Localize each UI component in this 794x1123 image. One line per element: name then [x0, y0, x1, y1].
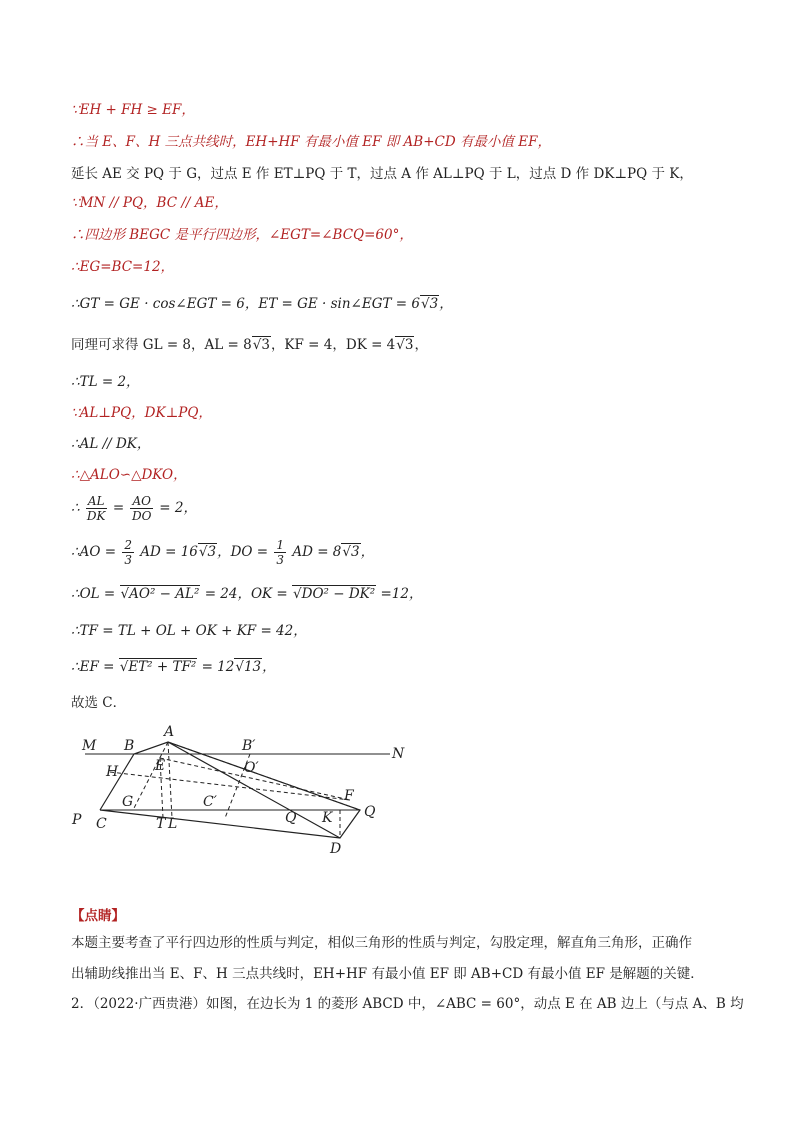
- line-3: 延长 AE 交 PQ 于 G，过点 E 作 ET⊥PQ 于 T，过点 A 作 AL⊥PQ 于 L，过点 D 作 DK⊥PQ 于 K，: [71, 166, 693, 182]
- line-15: ∴OL = √AO² − AL² = 24，OK = √DO² − DK² =12，: [71, 586, 423, 602]
- line-18: 故选 C．: [71, 695, 127, 711]
- label-H: H: [106, 764, 119, 780]
- line-1: ∵EH + FH ≥ EF，: [71, 102, 195, 118]
- label-Q: Q: [285, 810, 297, 826]
- line-2: ∴当 E、F、H 三点共线时，EH+HF 有最小值 EF 即 AB+CD 有最小值 EF，: [71, 134, 551, 150]
- line-6: ∴EG=BC=12，: [71, 259, 175, 275]
- label-A: A: [164, 724, 175, 740]
- label-T: T: [156, 816, 166, 832]
- line-10: ∵AL⊥PQ，DK⊥PQ，: [71, 405, 212, 421]
- label-K: K: [322, 810, 333, 826]
- label-G: G: [122, 794, 134, 810]
- label-M: M: [82, 738, 97, 754]
- line-16: ∴TF = TL + OL + OK + KF = 42，: [71, 623, 307, 639]
- next-question: 2．（2022·广西贵港）如图，在边长为 1 的菱形 ABCD 中，∠ABC = 60°，动点 E 在 AB 边上（与点 A、B 均: [71, 996, 744, 1012]
- line-7: ∴GT = GE · cos∠EGT = 6，ET = GE · sin∠EGT = 6√3，: [71, 296, 453, 312]
- line-11: ∴AL // DK，: [71, 436, 151, 452]
- line-14: ∴AO = $\frac{2}{3}$ AD = 16√3，DO = $\frac{1}{3}$ AD = 8√3，: [71, 538, 375, 567]
- label-N: N: [392, 746, 405, 762]
- comment-heading: 【点睛】: [71, 908, 125, 924]
- line-5: ∴四边形 BEGC 是平行四边形，∠EGT=∠BCQ=60°，: [71, 227, 413, 243]
- label-L: L: [168, 816, 178, 832]
- line-4: ∵MN // PQ，BC // AE，: [71, 195, 228, 211]
- comment-line-1: 本题主要考查了平行四边形的性质与判定，相似三角形的性质与判定，勾股定理，解直角三角形，正确作: [71, 935, 692, 951]
- label-D: D: [330, 841, 342, 857]
- label-F: F: [344, 788, 354, 804]
- label-B: B: [124, 738, 135, 754]
- label-Bp: B′: [242, 738, 256, 754]
- line-12: ∴△ALO∽△DKO，: [71, 467, 187, 483]
- line-13: ∴ $\frac{AL}{DK}$ = $\frac{AO}{DO}$ = 2，: [71, 494, 197, 523]
- label-C: C: [96, 816, 107, 832]
- line-8: 同理可求得 GL = 8，AL = 8√3，KF = 4，DK = 4√3，: [71, 337, 428, 353]
- line-9: ∴TL = 2，: [71, 374, 140, 390]
- label-P: P: [72, 812, 82, 828]
- comment-line-2: 出辅助线推出当 E、F、H 三点共线时，EH+HF 有最小值 EF 即 AB+CD 有最小值 EF 是解题的关键．: [71, 966, 704, 982]
- main-shape: [100, 742, 360, 838]
- label-Q2: Q: [364, 804, 376, 820]
- label-Op: O′: [244, 760, 259, 776]
- dash-AL: [168, 742, 172, 818]
- label-E: E: [155, 758, 166, 774]
- line-AD: [168, 742, 340, 838]
- label-Cp: C′: [203, 794, 217, 810]
- geometry-figure: [60, 720, 420, 860]
- line-17: ∴EF = √ET² + TF² = 12√13，: [71, 659, 276, 675]
